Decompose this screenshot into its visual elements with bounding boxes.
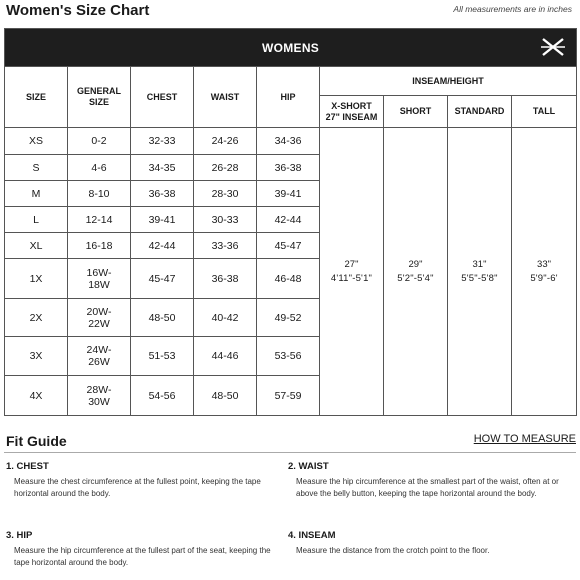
cell-general-size: 4-6 (68, 155, 131, 181)
guide-item-desc: Measure the hip circumference at the smallest part of the waist, often at or above the belly button, keeping the tape horizontal around the body. (296, 477, 559, 498)
cell-chest: 54-56 (131, 376, 194, 416)
col-header-hip: HIP (257, 67, 320, 128)
cell-size: M (5, 181, 68, 207)
cell-chest: 48-50 (131, 299, 194, 337)
cell-waist: 26-28 (194, 155, 257, 181)
guide-item-desc: Measure the hip circumference at the fullest part of the seat, keeping the tape horizontal around the body. (14, 546, 271, 567)
cell-general-size: 28W- 30W (68, 376, 131, 416)
col-header-tall: TALL (512, 96, 577, 128)
cell-waist: 33-36 (194, 233, 257, 259)
cell-size: 3X (5, 337, 68, 376)
cell-hip: 46-48 (257, 259, 320, 299)
col-header-chest: CHEST (131, 67, 194, 128)
cell-chest: 39-41 (131, 207, 194, 233)
guide-item-title: 1. CHEST (6, 461, 49, 472)
cell-hip: 36-38 (257, 155, 320, 181)
page-title: Women's Size Chart (6, 2, 150, 19)
size-row (5, 128, 577, 155)
col-header-short: SHORT (384, 96, 448, 128)
cell-hip: 39-41 (257, 181, 320, 207)
guide-item-waist (288, 461, 560, 499)
fit-guide-title: Fit Guide (6, 433, 67, 449)
cell-general-size: 0-2 (68, 128, 131, 155)
cell-general-size: 24W- 26W (68, 337, 131, 376)
guide-item-title: 4. INSEAM (288, 530, 336, 541)
height-range: 4'11"-5'1" (330, 272, 373, 284)
cell-general-size: 20W- 22W (68, 299, 131, 337)
measurement-note: All measurements are in inches (453, 4, 572, 14)
inseam-length: 33" (537, 259, 551, 271)
height-range: 5'5"-5'8" (461, 272, 498, 284)
inseam-standard (448, 128, 512, 416)
inseam-short (384, 128, 448, 416)
cell-waist: 30-33 (194, 207, 257, 233)
divider (4, 452, 576, 453)
cell-waist: 40-42 (194, 299, 257, 337)
guide-item-desc: Measure the chest circumference at the fullest point, keeping the tape horizontal around the body. (14, 477, 261, 498)
cell-chest: 51-53 (131, 337, 194, 376)
cell-waist: 24-26 (194, 128, 257, 155)
col-header-size: SIZE (5, 67, 68, 128)
cell-hip: 34-36 (257, 128, 320, 155)
size-chart-table (4, 28, 577, 416)
guide-item-desc: Measure the distance from the crotch point to the floor. (296, 546, 490, 555)
guide-item-chest (6, 461, 286, 499)
cell-size: 1X (5, 259, 68, 299)
cell-hip: 45-47 (257, 233, 320, 259)
cell-chest: 45-47 (131, 259, 194, 299)
col-header-xshort: X-SHORT 27" INSEAM (320, 96, 384, 128)
banner-title: WOMENS (261, 40, 320, 55)
inseam-tall (512, 128, 577, 416)
cell-size: 4X (5, 376, 68, 416)
col-header-general-size: GENERAL SIZE (68, 67, 131, 128)
how-to-measure-link[interactable]: HOW TO MEASURE (473, 433, 576, 445)
cell-hip: 42-44 (257, 207, 320, 233)
guide-item-inseam (288, 530, 560, 557)
inseam-length: 31" (472, 259, 487, 271)
guide-item-title: 3. HIP (6, 530, 33, 541)
cell-chest: 34-35 (131, 155, 194, 181)
brand-x-logo-icon (540, 37, 566, 60)
cell-waist: 48-50 (194, 376, 257, 416)
cell-size: 2X (5, 299, 68, 337)
cell-hip: 53-56 (257, 337, 320, 376)
col-header-standard: STANDARD (448, 96, 512, 128)
cell-waist: 28-30 (194, 181, 257, 207)
cell-general-size: 16-18 (68, 233, 131, 259)
inseam-length: 27" (344, 259, 359, 271)
banner (5, 29, 577, 67)
inseam-length: 29" (408, 259, 423, 271)
cell-chest: 32-33 (131, 128, 194, 155)
cell-waist: 36-38 (194, 259, 257, 299)
col-header-waist: WAIST (194, 67, 257, 128)
cell-hip: 57-59 (257, 376, 320, 416)
banner-row (5, 29, 577, 67)
cell-size: XS (5, 128, 68, 155)
col-header-inseam-height: INSEAM/HEIGHT (320, 67, 577, 96)
cell-chest: 36-38 (131, 181, 194, 207)
cell-general-size: 16W- 18W (68, 259, 131, 299)
cell-size: L (5, 207, 68, 233)
cell-chest: 42-44 (131, 233, 194, 259)
inseam-xshort (320, 128, 384, 416)
height-range: 5'9"-6' (530, 272, 558, 284)
cell-general-size: 8-10 (68, 181, 131, 207)
height-range: 5'2"-5'4" (397, 272, 434, 284)
cell-size: S (5, 155, 68, 181)
cell-waist: 44-46 (194, 337, 257, 376)
cell-size: XL (5, 233, 68, 259)
guide-item-hip (6, 530, 286, 568)
guide-item-title: 2. WAIST (288, 461, 329, 472)
cell-general-size: 12-14 (68, 207, 131, 233)
cell-hip: 49-52 (257, 299, 320, 337)
